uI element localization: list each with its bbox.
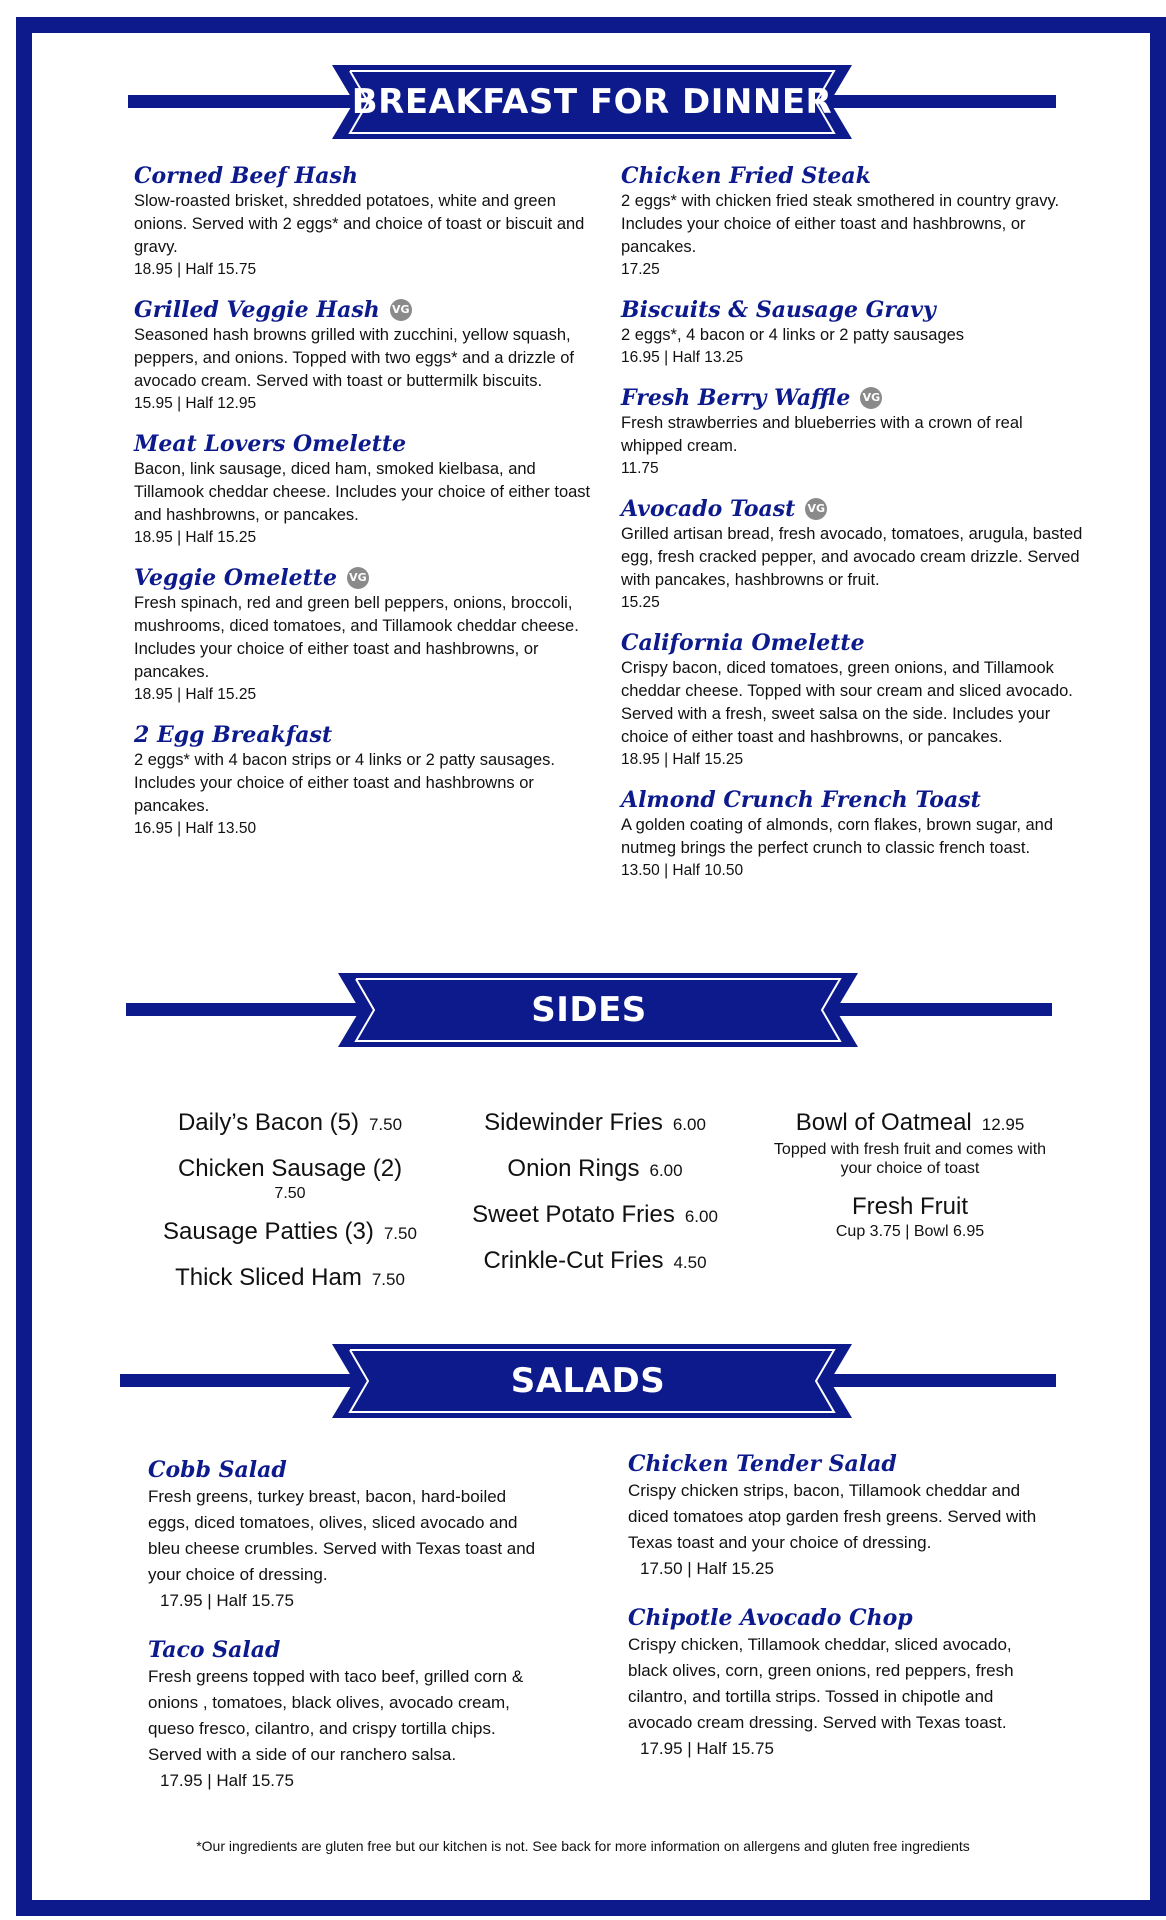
side-item [140, 1263, 440, 1295]
side-item [140, 1217, 440, 1249]
menu-item [621, 296, 1083, 368]
side-item [760, 1192, 1060, 1241]
side-item [445, 1154, 745, 1186]
side-item [445, 1108, 745, 1140]
item-title: Meat Lovers Omelette [134, 431, 407, 457]
sides-title: SIDES [531, 990, 647, 1030]
menu-item [628, 1604, 1048, 1762]
menu-item [628, 1450, 1048, 1582]
item-description: Fresh spinach, red and green bell peppers, onions, broccoli, mushrooms, diced tomatoes, and Tillamook cheddar cheese. Includes your choice of either toast and hashbrowns, or pancakes. [134, 594, 579, 681]
menu-item [621, 786, 1083, 881]
side-item [445, 1246, 745, 1278]
side-price: 7.50 [274, 1185, 306, 1202]
item-title: Chicken Tender Salad [628, 1451, 897, 1477]
item-description: Grilled artisan bread, fresh avocado, tomatoes, arugula, basted egg, fresh cracked pepper, and avocado cream drizzle. Served with pancakes, hashbrowns or fruit. [621, 525, 1083, 589]
item-price: 16.95 | Half 13.25 [621, 349, 744, 366]
item-description: Crispy chicken, Tillamook cheddar, sliced avocado, black olives, corn, green onions, red peppers, fresh cilantro, and tortilla strips. Tossed in chipotle and avocado cream dressing. Served with Texas toast. [628, 1635, 1014, 1732]
sides-column-2 [445, 1108, 745, 1292]
item-price: 16.95 | Half 13.50 [134, 820, 257, 837]
side-price: 6.00 [649, 1161, 683, 1180]
item-description: Fresh greens topped with taco beef, grilled corn & onions , tomatoes, black olives, avocado cream, queso fresco, cilantro, and crispy tortilla chips. Served with a side of our ranchero salsa. [148, 1667, 524, 1764]
item-title: Fresh Berry Waffle [621, 385, 851, 411]
item-name [134, 721, 596, 749]
menu-item [134, 296, 596, 414]
item-name [621, 629, 1083, 657]
side-name: Crinkle-Cut Fries [483, 1247, 664, 1274]
item-description: Fresh greens, turkey breast, bacon, hard-boiled eggs, diced tomatoes, olives, sliced avocado and bleu cheese crumbles. Served with Texas toast and your choice of dressing. [148, 1487, 536, 1584]
item-price: 17.50 | Half 15.25 [640, 1559, 774, 1578]
salads-title: SALADS [510, 1361, 666, 1401]
side-name-line [140, 1108, 440, 1140]
menu-item [621, 629, 1083, 770]
item-name [134, 296, 596, 324]
menu-item [621, 495, 1083, 613]
sides-column-3 [760, 1108, 1060, 1255]
item-price: 17.95 | Half 15.75 [160, 1771, 294, 1790]
item-description: Crispy bacon, diced tomatoes, green onions, and Tillamook cheddar cheese. Topped with sour cream and sliced avocado. Served with a fresh, sweet salsa on the side. Includes your choice of either toast and hashbrowns, or pancakes. [621, 659, 1073, 746]
side-name: Bowl of Oatmeal [795, 1109, 972, 1136]
side-price: 6.00 [684, 1207, 718, 1226]
item-description: A golden coating of almonds, corn flakes, brown sugar, and nutmeg brings the perfect crunch to classic french toast. [621, 816, 1054, 857]
item-name [148, 1456, 548, 1484]
sides-column-1 [140, 1108, 440, 1309]
vegetarian-badge-icon: VG [860, 387, 882, 409]
item-title: Cobb Salad [148, 1457, 287, 1483]
item-title: Veggie Omelette [134, 565, 337, 591]
menu-item [621, 384, 1083, 479]
side-price: 6.00 [672, 1115, 706, 1134]
side-name: Sweet Potato Fries [472, 1201, 675, 1228]
item-name [134, 430, 596, 458]
item-description: Fresh strawberries and blueberries with a crown of real whipped cream. [621, 414, 1023, 455]
item-title: Avocado Toast [621, 496, 796, 522]
item-title: Taco Salad [148, 1637, 281, 1663]
side-price: 7.50 [368, 1115, 403, 1134]
menu-item [148, 1636, 548, 1794]
side-name-line [445, 1154, 745, 1186]
side-price: 12.95 [981, 1115, 1025, 1134]
side-name-line [445, 1246, 745, 1278]
item-description: Crispy chicken strips, bacon, Tillamook cheddar and diced tomatoes atop garden fresh greens. Served with Texas toast and your choice of dressing. [628, 1481, 1037, 1552]
side-item [140, 1154, 440, 1203]
side-price: 4.50 [673, 1253, 707, 1272]
side-name-line [140, 1217, 440, 1249]
side-name-line [140, 1263, 440, 1295]
item-description: 2 eggs*, 4 bacon or 4 links or 2 patty sausages [621, 326, 965, 344]
side-item [760, 1108, 1060, 1178]
menu-item [134, 162, 596, 280]
item-title: Grilled Veggie Hash [134, 297, 380, 323]
side-item [445, 1200, 745, 1232]
item-name [621, 786, 1083, 814]
item-price: 15.25 [621, 594, 660, 611]
sides-banner [126, 973, 1052, 1047]
breakfast-right-column [621, 162, 1083, 897]
side-name: Sidewinder Fries [484, 1109, 663, 1136]
item-price: 17.95 | Half 15.75 [640, 1739, 774, 1758]
item-name [134, 564, 596, 592]
salads-left-column [148, 1456, 548, 1816]
item-title: 2 Egg Breakfast [134, 722, 333, 748]
side-note: Cup 3.75 | Bowl 6.95 [835, 1223, 985, 1240]
vegetarian-badge-icon: VG [347, 567, 369, 589]
vegetarian-badge-icon: VG [390, 299, 412, 321]
side-name-line [760, 1108, 1060, 1140]
item-description: Bacon, link sausage, diced ham, smoked kielbasa, and Tillamook cheddar cheese. Includes your choice of either toast and hashbrowns, or pancakes. [134, 460, 591, 524]
item-price: 18.95 | Half 15.25 [134, 529, 257, 546]
side-note: Topped with fresh fruit and comes with your choice of toast [773, 1141, 1047, 1177]
item-name [134, 162, 596, 190]
side-name: Thick Sliced Ham [175, 1264, 362, 1291]
item-name [628, 1604, 1048, 1632]
item-price: 17.25 [621, 261, 660, 278]
item-title: Chicken Fried Steak [621, 163, 871, 189]
item-title: Biscuits & Sausage Gravy [621, 297, 936, 323]
item-description: Slow-roasted brisket, shredded potatoes, white and green onions. Served with 2 eggs* and choice of toast or biscuit and gravy. [134, 192, 585, 256]
item-name [628, 1450, 1048, 1478]
side-name-line [760, 1192, 1060, 1222]
side-name: Fresh Fruit [851, 1193, 968, 1220]
item-price: 18.95 | Half 15.25 [621, 751, 744, 768]
side-name-line [140, 1154, 440, 1184]
item-price: 15.95 | Half 12.95 [134, 395, 257, 412]
item-name [148, 1636, 548, 1664]
side-name: Onion Rings [507, 1155, 640, 1182]
item-price: 11.75 [621, 460, 659, 477]
item-description: Seasoned hash browns grilled with zucchini, yellow squash, peppers, and onions. Topped with two eggs* and a drizzle of avocado cream. Served with toast or buttermilk biscuits. [134, 326, 574, 390]
menu-item [134, 430, 596, 548]
salads-right-column [628, 1450, 1048, 1784]
side-name: Chicken Sausage (2) [177, 1155, 403, 1182]
breakfast-left-column [134, 162, 596, 855]
breakfast-banner [128, 65, 1056, 139]
side-price: 7.50 [371, 1270, 405, 1289]
item-price: 17.95 | Half 15.75 [160, 1591, 294, 1610]
menu-item [621, 162, 1083, 280]
side-name-line [445, 1108, 745, 1140]
side-name-line [445, 1200, 745, 1232]
salads-banner [120, 1344, 1056, 1418]
item-title: California Omelette [621, 630, 865, 656]
vegetarian-badge-icon: VG [805, 498, 827, 520]
item-title: Corned Beef Hash [134, 163, 358, 189]
gluten-disclaimer: *Our ingredients are gluten free but our kitchen is not. See back for more information on allergens and gluten free ingredients [196, 1838, 970, 1854]
item-title: Almond Crunch French Toast [621, 787, 981, 813]
side-name: Daily’s Bacon (5) [177, 1109, 359, 1136]
side-item [140, 1108, 440, 1140]
side-price: 7.50 [383, 1224, 417, 1243]
item-name [621, 162, 1083, 190]
item-name [621, 384, 1083, 412]
item-price: 13.50 | Half 10.50 [621, 862, 744, 879]
menu-item [148, 1456, 548, 1614]
menu-item [134, 721, 596, 839]
item-description: 2 eggs* with 4 bacon strips or 4 links or 2 patty sausages. Includes your choice of either toast and hashbrowns or pancakes. [134, 751, 555, 815]
item-name [621, 495, 1083, 523]
side-price-line [140, 1184, 440, 1203]
menu-item [134, 564, 596, 705]
item-description: 2 eggs* with chicken fried steak smothered in country gravy. Includes your choice of either toast and hashbrowns, or pancakes. [621, 192, 1060, 256]
item-title: Chipotle Avocado Chop [628, 1605, 913, 1631]
item-price: 18.95 | Half 15.25 [134, 686, 257, 703]
item-name [621, 296, 1083, 324]
side-name: Sausage Patties (3) [163, 1218, 374, 1245]
breakfast-title: BREAKFAST FOR DINNER [351, 82, 833, 122]
item-price: 18.95 | Half 15.75 [134, 261, 257, 278]
